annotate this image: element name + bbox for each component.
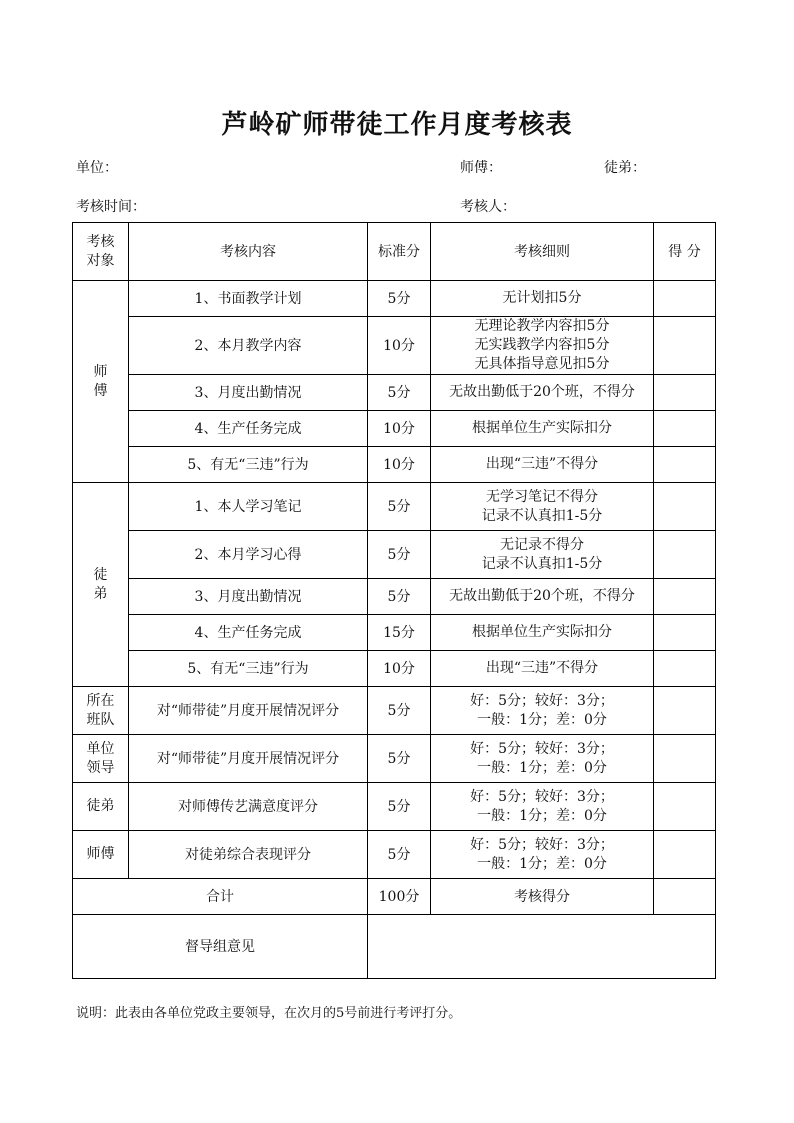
row-content: 5、有无“三违”行为 xyxy=(129,651,368,687)
row-content: 2、本月教学内容 xyxy=(129,317,368,375)
score-cell[interactable] xyxy=(654,281,716,317)
row-detail: 无理论教学内容扣5分 无实践教学内容扣5分 无具体指导意见扣5分 xyxy=(431,317,654,375)
row-object: 所在 班队 xyxy=(73,687,129,735)
table-row xyxy=(73,411,716,447)
row-detail: 无计划扣5分 xyxy=(431,281,654,317)
row-object: 徒弟 xyxy=(73,783,129,831)
table-row xyxy=(73,317,716,375)
row-standard: 5分 xyxy=(368,735,431,783)
score-cell[interactable] xyxy=(654,447,716,483)
score-cell[interactable] xyxy=(654,375,716,411)
table-row xyxy=(73,615,716,651)
row-detail: 无记录不得分 记录不认真扣1-5分 xyxy=(431,531,654,579)
table-row xyxy=(73,447,716,483)
group-apprentice-label: 徒 弟 xyxy=(73,483,129,687)
row-content: 5、有无“三违”行为 xyxy=(129,447,368,483)
table-row xyxy=(73,735,716,783)
table-row xyxy=(73,687,716,735)
supervision-row xyxy=(73,915,716,979)
row-content: 对“师带徒”月度开展情况评分 xyxy=(129,687,368,735)
row-detail: 无故出勤低于20个班，不得分 xyxy=(431,375,654,411)
score-cell[interactable] xyxy=(654,783,716,831)
row-content: 对徒弟综合表现评分 xyxy=(129,831,368,879)
row-standard: 5分 xyxy=(368,687,431,735)
row-detail: 根据单位生产实际扣分 xyxy=(431,615,654,651)
row-content: 对师傅传艺满意度评分 xyxy=(129,783,368,831)
total-row xyxy=(73,879,716,915)
row-standard: 10分 xyxy=(368,447,431,483)
total-label: 合计 xyxy=(73,879,368,915)
assessment-table xyxy=(72,222,716,979)
header-content: 考核内容 xyxy=(129,223,368,281)
table-row xyxy=(73,783,716,831)
row-standard: 15分 xyxy=(368,615,431,651)
row-content: 1、本人学习笔记 xyxy=(129,483,368,531)
row-standard: 5分 xyxy=(368,375,431,411)
row-detail: 好：5分；较好：3分； 一般：1分；差：0分 xyxy=(431,831,654,879)
row-object: 师傅 xyxy=(73,831,129,879)
master-label: 师傅： xyxy=(460,160,502,176)
header-object: 考核 对象 xyxy=(73,223,129,281)
score-cell[interactable] xyxy=(654,687,716,735)
table-row xyxy=(73,579,716,615)
apprentice-label: 徒弟： xyxy=(604,160,646,176)
total-standard: 100分 xyxy=(368,879,431,915)
row-standard: 5分 xyxy=(368,783,431,831)
assessor-label: 考核人： xyxy=(460,199,516,215)
row-content: 对“师带徒”月度开展情况评分 xyxy=(129,735,368,783)
supervision-opinion-cell[interactable] xyxy=(368,915,716,979)
row-content: 3、月度出勤情况 xyxy=(129,579,368,615)
row-standard: 5分 xyxy=(368,831,431,879)
score-cell[interactable] xyxy=(654,579,716,615)
score-cell[interactable] xyxy=(654,615,716,651)
row-standard: 10分 xyxy=(368,411,431,447)
score-cell[interactable] xyxy=(654,735,716,783)
header-score: 得 分 xyxy=(654,223,716,281)
table-row xyxy=(73,831,716,879)
row-content: 2、本月学习心得 xyxy=(129,531,368,579)
total-result-label: 考核得分 xyxy=(431,879,654,915)
row-detail: 无学习笔记不得分 记录不认真扣1-5分 xyxy=(431,483,654,531)
score-cell[interactable] xyxy=(654,483,716,531)
row-detail: 好：5分；较好：3分； 一般：1分；差：0分 xyxy=(431,735,654,783)
row-content: 4、生产任务完成 xyxy=(129,411,368,447)
header-standard: 标准分 xyxy=(368,223,431,281)
row-content: 1、书面教学计划 xyxy=(129,281,368,317)
row-standard: 10分 xyxy=(368,651,431,687)
group-master-label: 师 傅 xyxy=(73,281,129,483)
row-object: 单位 领导 xyxy=(73,735,129,783)
row-detail: 出现“三违”不得分 xyxy=(431,447,654,483)
total-score-cell[interactable] xyxy=(654,879,716,915)
score-cell[interactable] xyxy=(654,531,716,579)
score-cell[interactable] xyxy=(654,411,716,447)
header-detail: 考核细则 xyxy=(431,223,654,281)
table-header-row xyxy=(73,223,716,281)
supervision-label: 督导组意见 xyxy=(73,915,368,979)
row-standard: 5分 xyxy=(368,579,431,615)
score-cell[interactable] xyxy=(654,831,716,879)
row-detail: 出现“三违”不得分 xyxy=(431,651,654,687)
row-standard: 5分 xyxy=(368,281,431,317)
unit-label: 单位： xyxy=(76,160,118,176)
table-row xyxy=(73,375,716,411)
row-detail: 根据单位生产实际扣分 xyxy=(431,411,654,447)
time-label: 考核时间： xyxy=(76,199,146,215)
row-detail: 好：5分；较好：3分； 一般：1分；差：0分 xyxy=(431,783,654,831)
page-title: 芦岭矿师带徒工作月度考核表 xyxy=(221,110,573,140)
row-detail: 好：5分；较好：3分； 一般：1分；差：0分 xyxy=(431,687,654,735)
row-standard: 10分 xyxy=(368,317,431,375)
table-row xyxy=(73,531,716,579)
score-cell[interactable] xyxy=(654,317,716,375)
row-standard: 5分 xyxy=(368,483,431,531)
row-content: 3、月度出勤情况 xyxy=(129,375,368,411)
row-content: 4、生产任务完成 xyxy=(129,615,368,651)
table-row xyxy=(73,281,716,317)
footnote: 说明：此表由各单位党政主要领导，在次月的5号前进行考评打分。 xyxy=(76,1006,462,1021)
row-standard: 5分 xyxy=(368,531,431,579)
table-row xyxy=(73,651,716,687)
table-row xyxy=(73,483,716,531)
score-cell[interactable] xyxy=(654,651,716,687)
row-detail: 无故出勤低于20个班，不得分 xyxy=(431,579,654,615)
